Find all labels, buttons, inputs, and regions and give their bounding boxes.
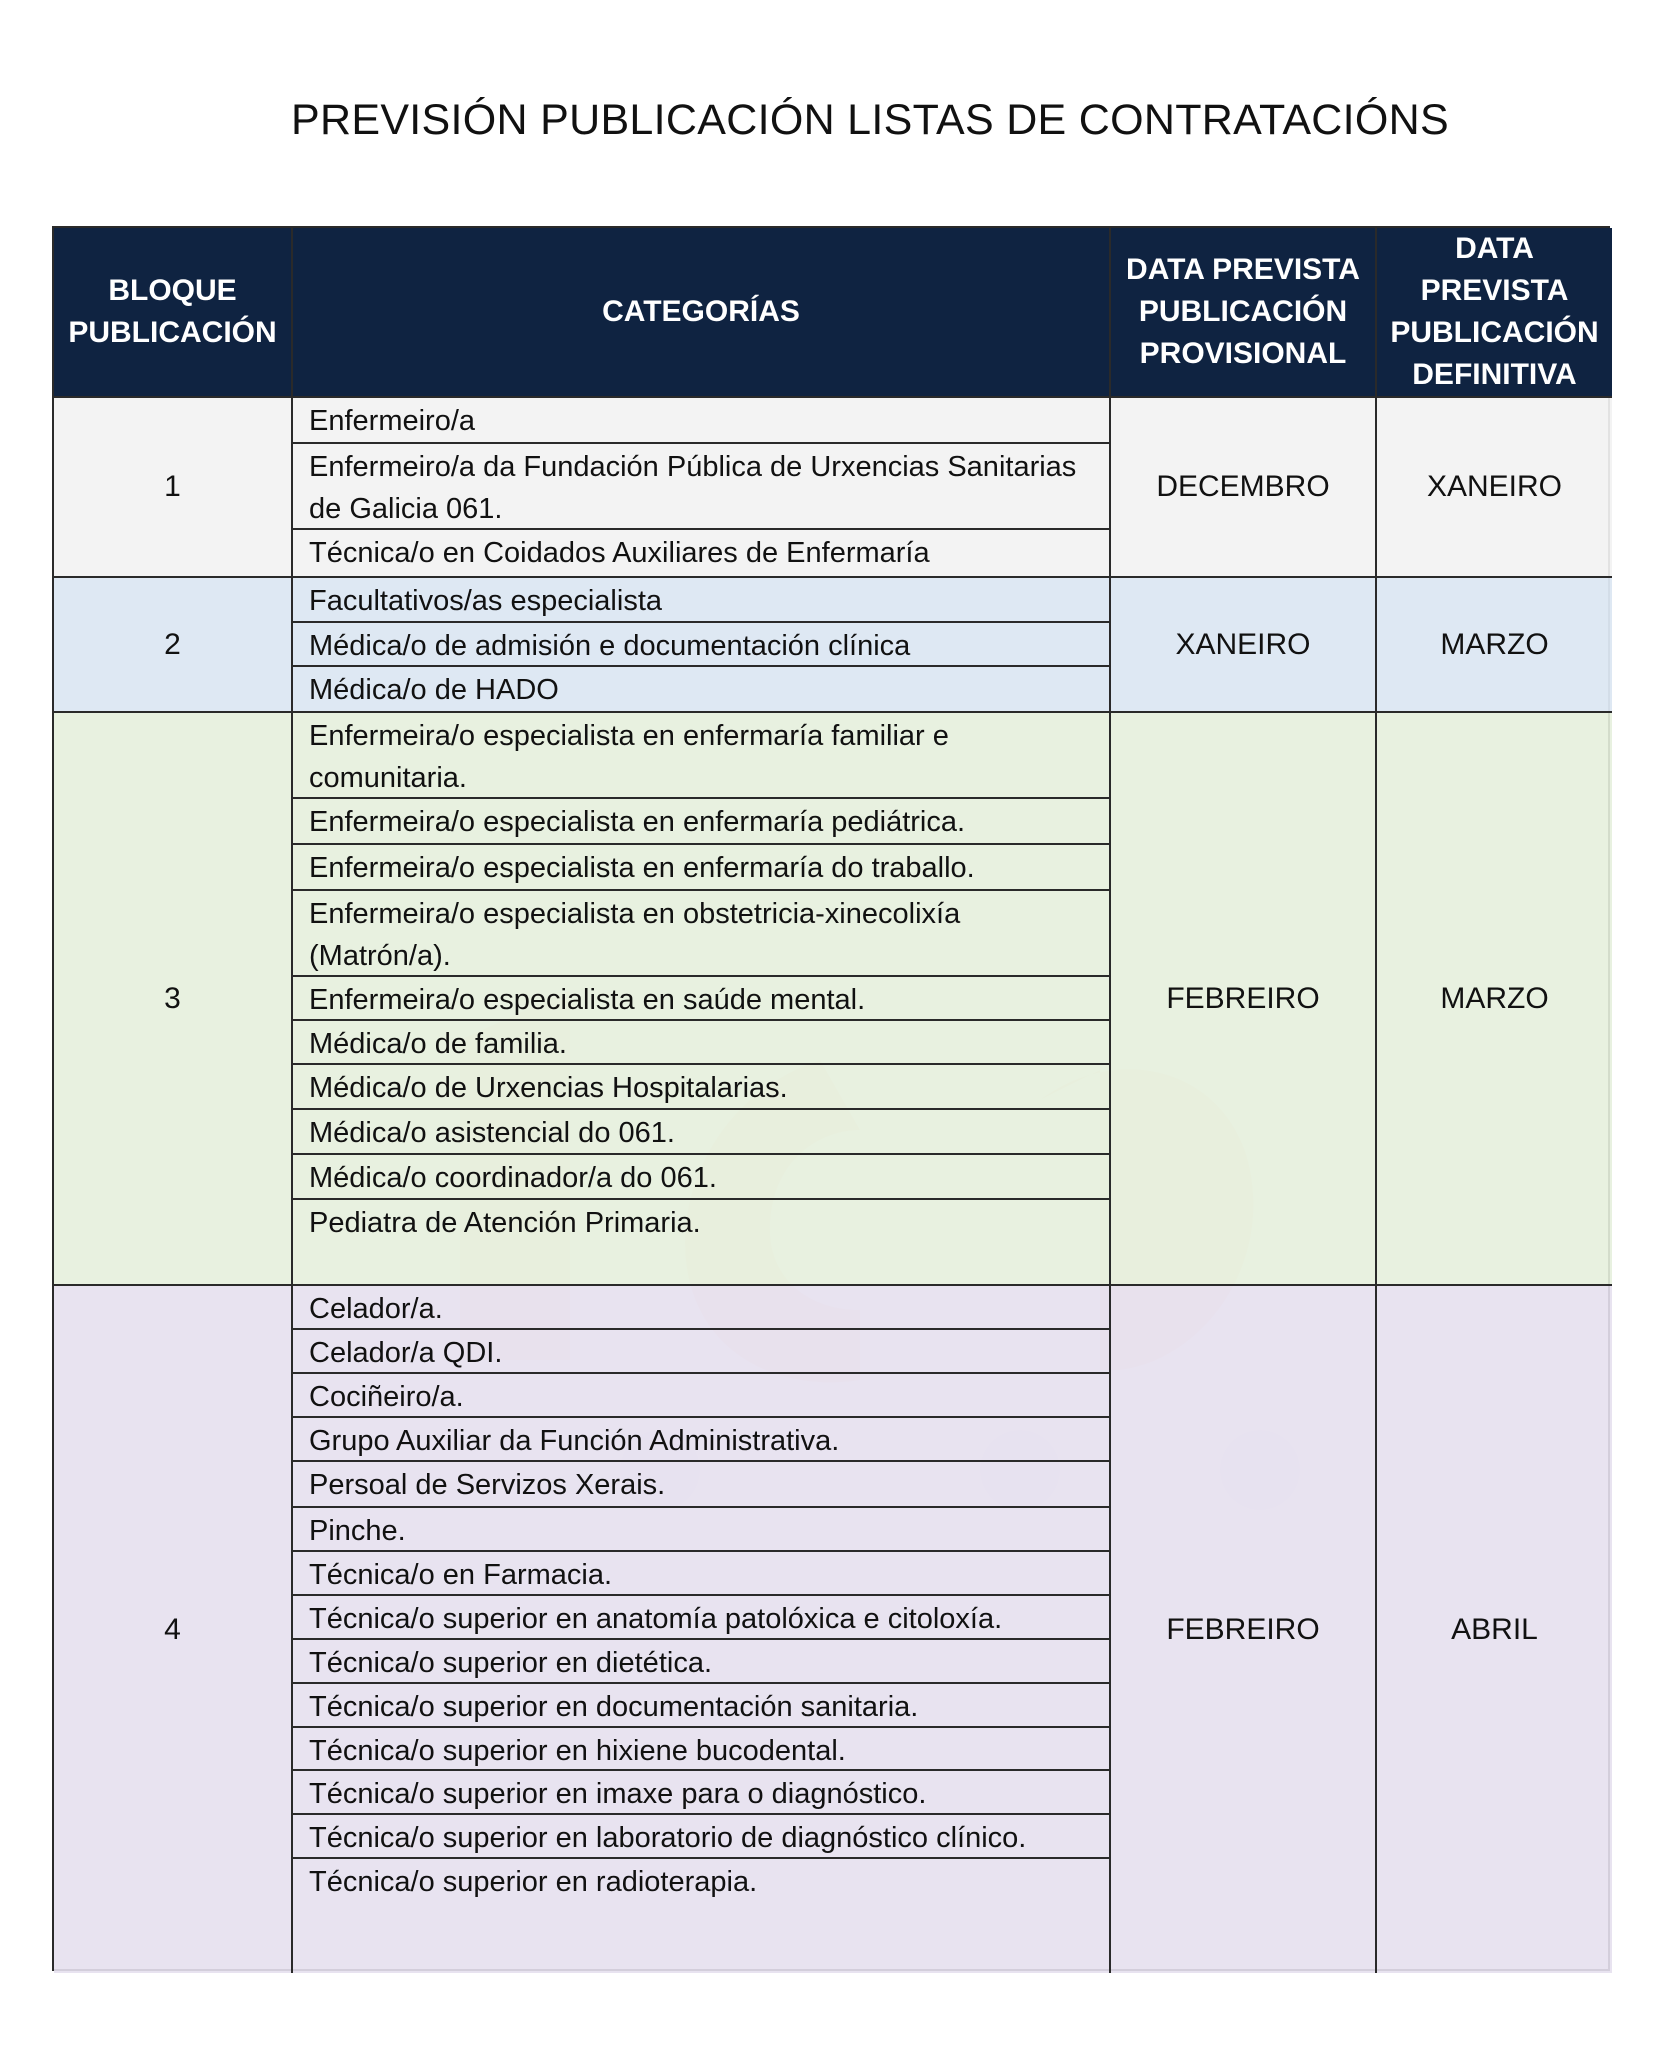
- page-title: PREVISIÓN PUBLICACIÓN LISTAS DE CONTRATACIÓNS: [291, 96, 1449, 144]
- definitive-date: ABRIL: [1377, 1286, 1612, 1973]
- category-item: Celador/a QDI.: [293, 1330, 1109, 1374]
- category-item: Técnica/o en Coidados Auxiliares de Enfermaría: [309, 537, 930, 569]
- category-item: Enfermeiro/a da Fundación Pública de Urxencias Sanitarias de Galicia 061.: [293, 444, 1109, 530]
- category-item: Enfermeira/o especialista en enfermaría familiar e comunitaria.: [293, 713, 1109, 799]
- block-number: 2: [54, 578, 293, 713]
- category-item: Celador/a.: [293, 1286, 1109, 1330]
- category-item: Técnica/o superior en documentación sanitaria.: [293, 1684, 1109, 1728]
- block-categories: [293, 578, 1111, 713]
- header-categorias: CATEGORÍAS: [293, 228, 1111, 398]
- category-item: Médica/o coordinador/a do 061.: [293, 1155, 1109, 1200]
- category-item: Técnica/o superior en anatomía patolóxica e citoloxía.: [293, 1596, 1109, 1640]
- category-item: Facultativos/as especialista: [293, 578, 1109, 623]
- category-item: Persoal de Servizos Xerais.: [293, 1462, 1109, 1508]
- block-number: 1: [54, 398, 293, 578]
- category-item: Técnica/o superior en laboratorio de diagnóstico clínico.: [293, 1815, 1109, 1859]
- category-item: Enfermeira/o especialista en enfermaría do traballo.: [293, 845, 1109, 891]
- category-item: Enfermeira/o especialista en enfermaría pediátrica.: [293, 799, 1109, 845]
- provisional-date: XANEIRO: [1111, 578, 1377, 713]
- provisional-date: FEBREIRO: [1111, 1286, 1377, 1973]
- header-provisional: DATA PREVISTA PUBLICACIÓN PROVISIONAL: [1111, 228, 1377, 398]
- category-item: Médica/o de familia.: [293, 1021, 1109, 1065]
- category-item: Médica/o de admisión e documentación clínica: [293, 623, 1109, 667]
- block-number: 3: [54, 713, 293, 1286]
- block-categories: [293, 713, 1111, 1286]
- category-item: Enfermeira/o especialista en obstetricia-xinecolixía (Matrón/a).: [293, 891, 1109, 977]
- category-item: Técnica/o superior en dietética.: [293, 1640, 1109, 1684]
- block-number: 4: [54, 1286, 293, 1973]
- block-categories: [293, 398, 1111, 578]
- category-item: Médica/o de HADO: [309, 674, 559, 706]
- category-item: Técnica/o superior en hixiene bucodental.: [293, 1728, 1109, 1771]
- category-item: Técnica/o superior en radioterapia.: [309, 1866, 758, 1898]
- definitive-date: MARZO: [1377, 713, 1612, 1286]
- category-item: Enfermeiro/a: [293, 398, 1109, 444]
- header-definitiva: DATA PREVISTA PUBLICACIÓN DEFINITIVA: [1377, 228, 1612, 398]
- category-item: Técnica/o en Farmacia.: [293, 1552, 1109, 1596]
- definitive-date: XANEIRO: [1377, 398, 1612, 578]
- category-item: Grupo Auxiliar da Función Administrativa.: [293, 1418, 1109, 1462]
- definitive-date: MARZO: [1377, 578, 1612, 713]
- header-bloque: BLOQUE PUBLICACIÓN: [54, 228, 293, 398]
- category-item: Técnica/o superior en imaxe para o diagnóstico.: [293, 1771, 1109, 1815]
- contracts-table: [52, 226, 1610, 1971]
- category-item: Enfermeira/o especialista en saúde mental.: [293, 977, 1109, 1021]
- block-categories: [293, 1286, 1111, 1973]
- category-item: Pinche.: [293, 1508, 1109, 1552]
- category-item: Médica/o de Urxencias Hospitalarias.: [293, 1065, 1109, 1110]
- provisional-date: FEBREIRO: [1111, 713, 1377, 1286]
- category-item: Pediatra de Atención Primaria.: [309, 1207, 701, 1239]
- provisional-date: DECEMBRO: [1111, 398, 1377, 578]
- category-item: Médica/o asistencial do 061.: [293, 1110, 1109, 1155]
- category-item: Cociñeiro/a.: [293, 1374, 1109, 1418]
